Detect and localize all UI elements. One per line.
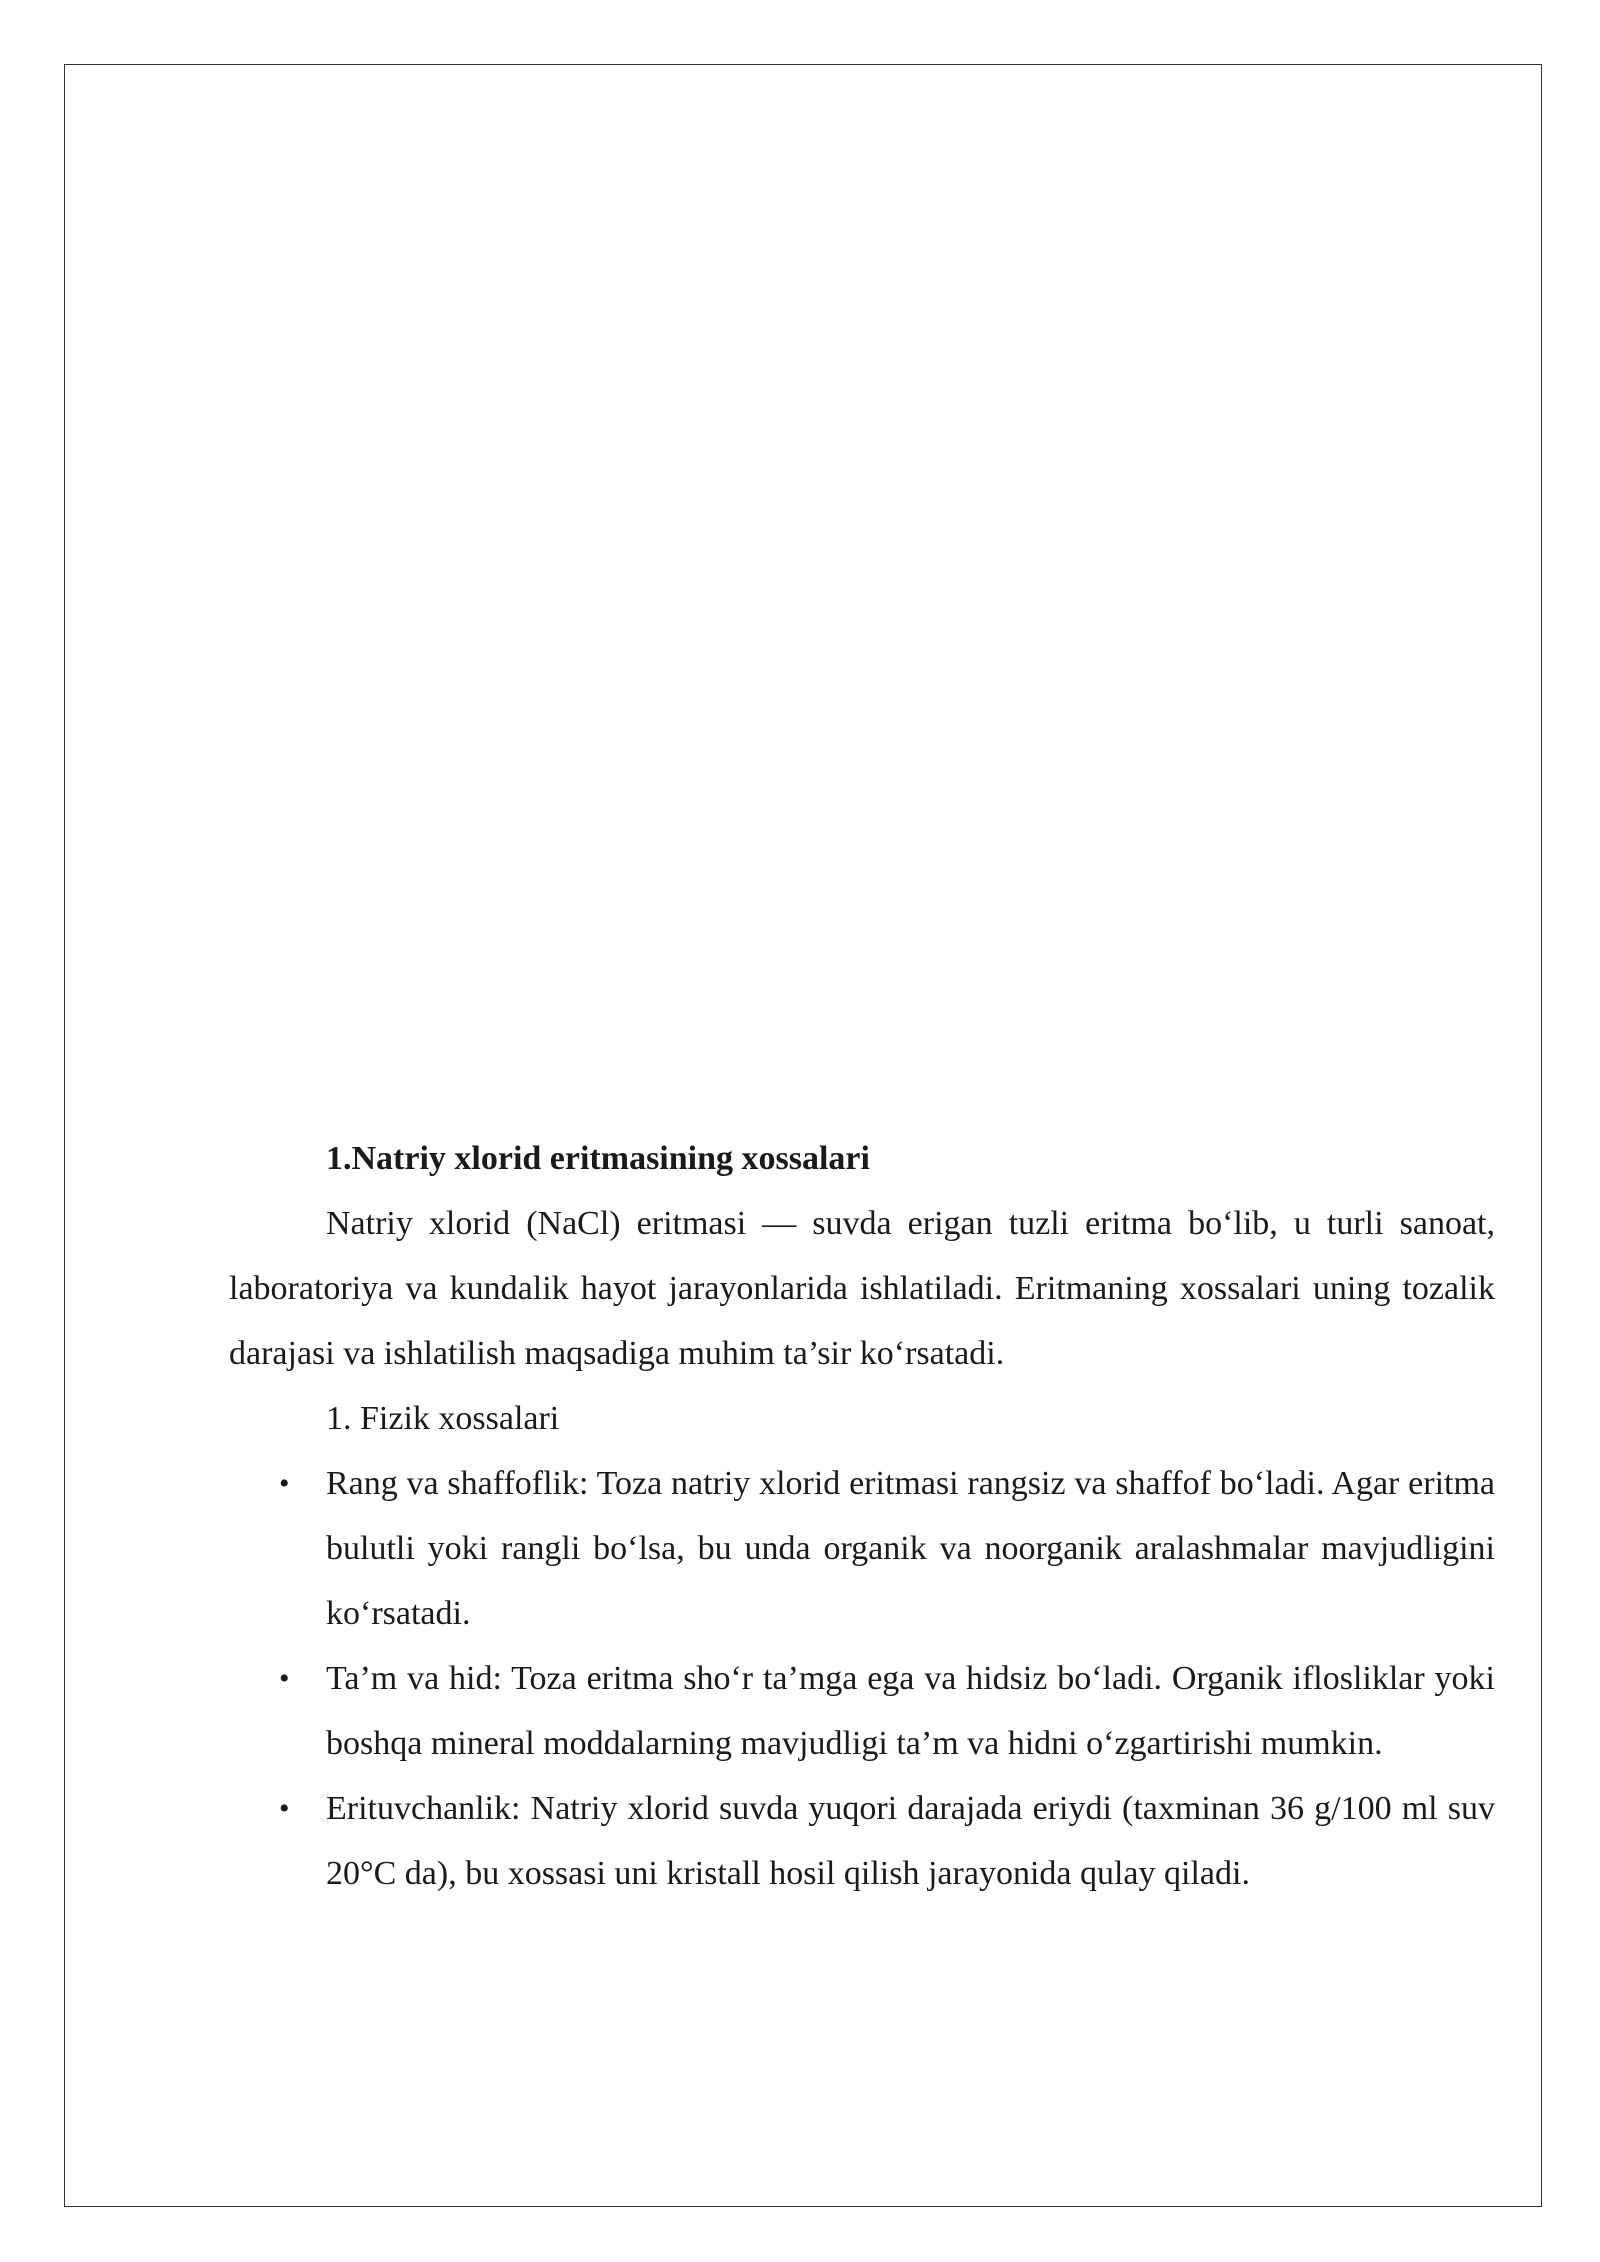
subsection-heading: 1. Fizik xossalari bbox=[326, 1400, 560, 1437]
intro-paragraph: Natriy xlorid (NaCl) eritmasi — suvda erigan tuzli eritma bo‘lib, u turli sanoat, laboratoriya va kundalik hayot jarayonlarida ishlatiladi. Eritmaning xossalari uning tozalik darajasi va ishlatilish maqsadiga muhim ta’sir ko‘rsatadi. bbox=[229, 1205, 1495, 1372]
document-body bbox=[229, 1126, 1495, 1906]
bullet-icon: • bbox=[279, 1662, 290, 1695]
list-item-text: Ta’m va hid: Toza eritma sho‘r ta’mga ega va hidsiz bo‘ladi. Organik iflosliklar yoki boshqa mineral moddalarning mavjudligi ta’m va hidni o‘zgartirishi mumkin. bbox=[326, 1660, 1495, 1762]
section-heading: 1.Natriy xlorid eritmasining xossalari bbox=[326, 1140, 870, 1177]
list-item-text: Rang va shaffoflik: Toza natriy xlorid eritmasi rangsiz va shaffof bo‘ladi. Agar eritma bulutli yoki rangli bo‘lsa, bu unda organik va noorganik aralashmalar mavjudligini ko‘rsatadi. bbox=[326, 1465, 1495, 1632]
list-item bbox=[279, 1776, 1495, 1906]
property-list bbox=[229, 1451, 1495, 1906]
list-item bbox=[279, 1451, 1495, 1646]
bullet-icon: • bbox=[279, 1467, 290, 1500]
list-item-text: Erituvchanlik: Natriy xlorid suvda yuqori darajada eriydi (taxminan 36 g/100 ml suv 20°C da), bu xossasi uni kristall hosil qilish jarayonida qulay qiladi. bbox=[326, 1790, 1495, 1892]
list-item bbox=[279, 1646, 1495, 1776]
bullet-icon: • bbox=[279, 1792, 290, 1825]
